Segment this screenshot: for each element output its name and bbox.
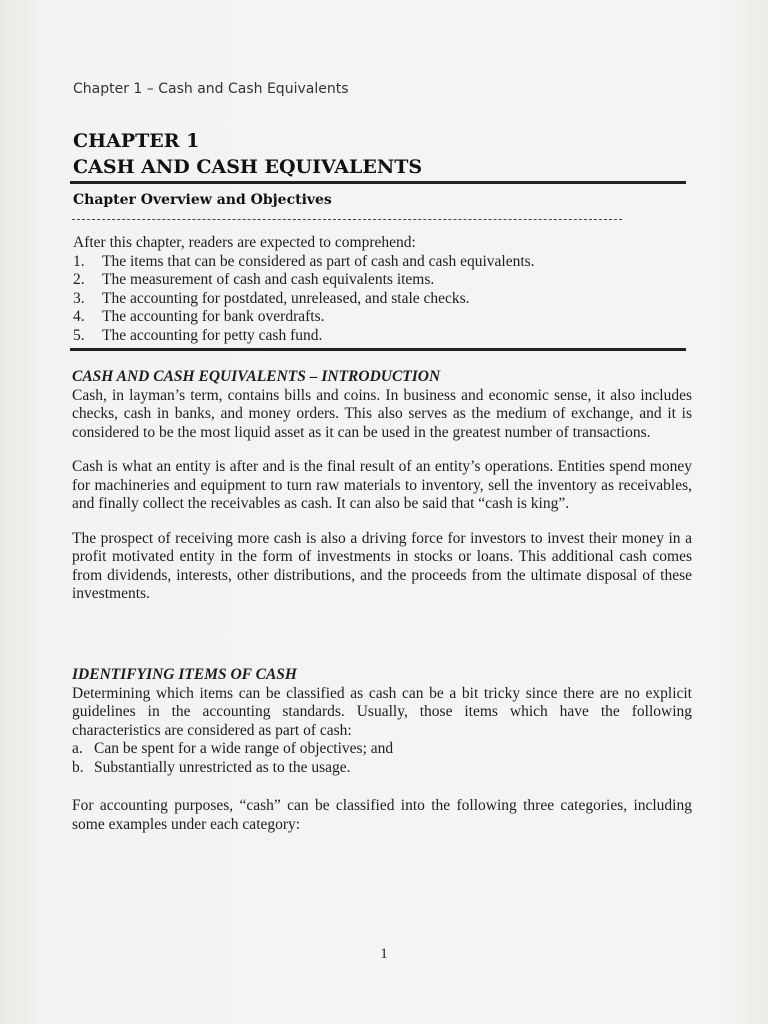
intro-paragraph: The prospect of receiving more cash is also a driving force for investors to invest their money in a profit motivated entity in the form of investments in stocks or loans. This additional cash comes from dividends, interests, other distributions, and the proceeds from the ultimate disposal of these investments. xyxy=(72,529,692,602)
item-number: 1. xyxy=(73,252,85,270)
item-number: 3. xyxy=(73,289,85,307)
objectives-intro: After this chapter, readers are expected to comprehend: xyxy=(73,234,416,251)
list-item xyxy=(73,327,673,346)
item-text: The accounting for bank overdrafts. xyxy=(102,308,325,325)
list-item xyxy=(72,740,692,759)
chapter-title xyxy=(73,128,422,180)
list-item xyxy=(73,308,673,327)
objectives-block xyxy=(73,234,673,345)
introduction-section xyxy=(72,368,692,604)
objectives-list xyxy=(73,253,673,346)
item-letter: b. xyxy=(72,758,84,776)
intro-paragraph: Cash is what an entity is after and is the final result of an entity’s operations. Entities spend money for machineries and equipment to turn raw materials to inventory, sell the inventory as receivables, and finally collect the receivables as cash. It can also be said that “cash is king”. xyxy=(72,458,692,512)
objectives-rule xyxy=(70,348,686,351)
item-text: The accounting for petty cash fund. xyxy=(102,326,323,344)
dashed-divider xyxy=(72,219,622,220)
intro-paragraph: Cash, in layman’s term, contains bills and coins. In business and economic sense, it also includes checks, cash in banks, and money orders. This also serves as the medium of exchange, and it is considered to be the most liquid asset as it can be used in the greatest number of transactions. xyxy=(72,386,692,441)
list-item xyxy=(72,759,692,778)
identifying-heading: IDENTIFYING ITEMS OF CASH xyxy=(72,666,297,683)
running-header: Chapter 1 – Cash and Cash Equivalents xyxy=(73,81,349,97)
item-letter: a. xyxy=(72,740,83,757)
item-number: 5. xyxy=(73,326,85,344)
list-item xyxy=(73,253,673,272)
item-text: The items that can be considered as part of cash and cash equivalents. xyxy=(102,252,535,270)
chapter-name: CASH AND CASH EQUIVALENTS xyxy=(73,156,423,178)
item-text: Substantially unrestricted as to the usage. xyxy=(94,758,351,776)
list-item xyxy=(73,271,673,290)
item-number: 2. xyxy=(73,271,85,288)
closing-paragraph: For accounting purposes, “cash” can be classified into the following three categories, including some examples under each category: xyxy=(72,797,692,833)
item-text: The accounting for postdated, unreleased, and stale checks. xyxy=(102,289,470,307)
title-rule xyxy=(70,181,686,184)
identifying-paragraph: Determining which items can be classified as cash can be a bit tricky since there are no explicit guidelines in the accounting standards. Usually, those items which have the following characteristics are considered as part of cash: xyxy=(72,684,692,739)
chapter-number: CHAPTER 1 xyxy=(73,130,200,152)
item-text: The measurement of cash and cash equivalents items. xyxy=(102,271,435,288)
list-item xyxy=(73,290,673,309)
item-number: 4. xyxy=(73,308,85,325)
characteristics-list xyxy=(72,740,692,777)
introduction-heading: CASH AND CASH EQUIVALENTS – INTRODUCTION xyxy=(72,368,441,385)
page-number: 1 xyxy=(380,946,388,962)
identifying-section xyxy=(72,666,692,834)
overview-heading: Chapter Overview and Objectives xyxy=(73,192,332,208)
item-text: Can be spent for a wide range of objectives; and xyxy=(94,740,394,757)
